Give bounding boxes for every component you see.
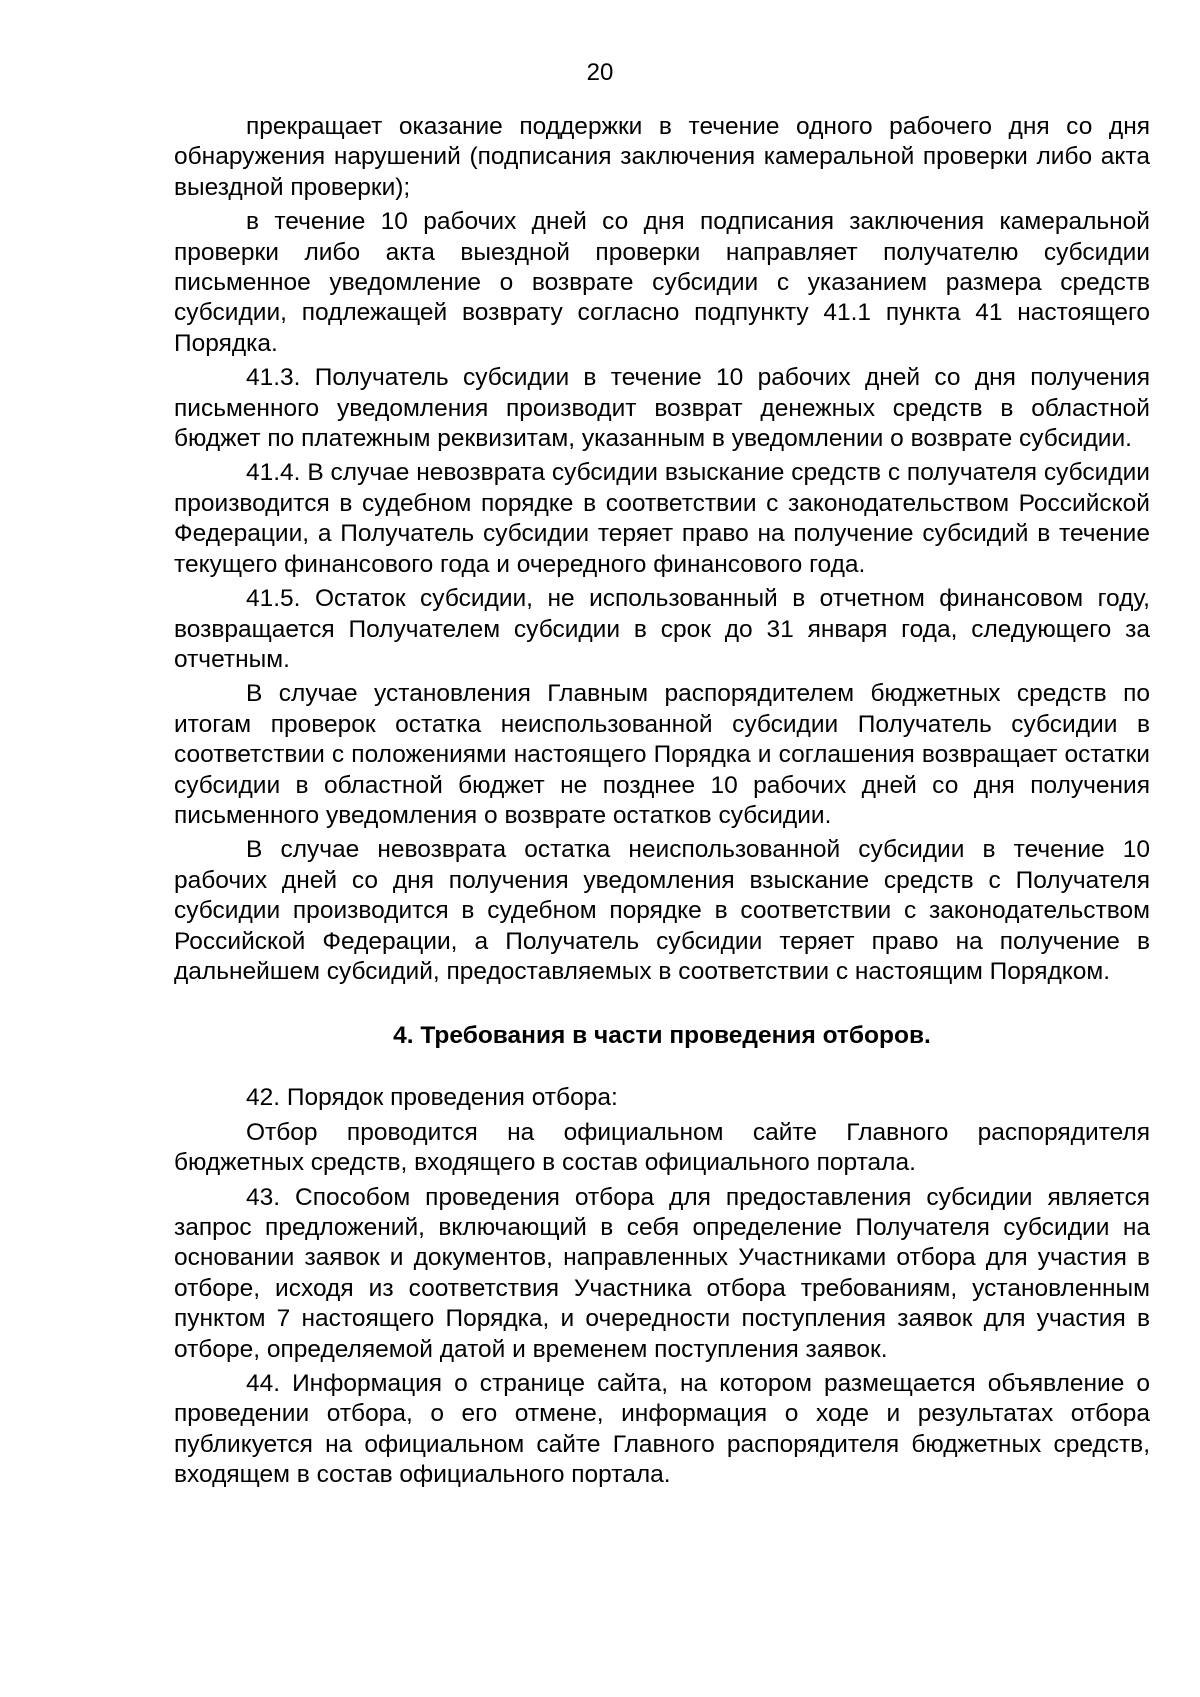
paragraph-41-5: 41.5. Остаток субсидии, не использованный в отчетном финансовом году, возвращается Получателем субсидии в срок до 31 января года, следующего за отчетным. bbox=[174, 585, 1150, 673]
paragraph-termination-of-support: прекращает оказание поддержки в течение одного рабочего дня со дня обнаружения нарушений (подписания заключения камеральной проверки либо акта выездной проверки); bbox=[174, 113, 1150, 201]
paragraph-42-selection-site: Отбор проводится на официальном сайте Главного распорядителя бюджетных средств, входящего в состав официального портала. bbox=[174, 1118, 1150, 1177]
paragraph-42: 42. Порядок проведения отбора: bbox=[246, 1084, 618, 1112]
paragraph-41-4: 41.4. В случае невозврата субсидии взыскание средств с получателя субсидии производится в судебном порядке в соответствии с законодательством Российской Федерации, а Получатель субсидии теряет право на получение субсидий в течение текущего финансового года и очередного финансового года. bbox=[174, 459, 1150, 578]
paragraph-unused-balance-return: В случае установления Главным распорядителем бюджетных средств по итогам проверок остатка неиспользованной субсидии Получатель субсидии в соответствии с положениями настоящего Порядка и соглашения возвращает остатки субсидии в областной бюджет не позднее 10 рабочих дней со дня получения письменного уведомления о возврате остатков субсидии. bbox=[174, 680, 1150, 829]
paragraph-43: 43. Способом проведения отбора для предоставления субсидии является запрос предложений, включающий в себя определение Получателя субсидии на основании заявок и документов, направленных Участниками отбора для участия в отборе, исходя из соответствия Участника отбора требованиям, установленным пунктом 7 настоящего Порядка, и очередности поступления заявок для участия в отборе, определяемой датой и временем поступления заявок. bbox=[174, 1183, 1150, 1363]
paragraph-return-notice: в течение 10 рабочих дней со дня подписания заключения камеральной проверки либо акта выездной проверки направляет получателю субсидии письменное уведомление о возврате субсидии с указанием размера средств субсидии, подлежащей возврату согласно подпункту 41.1 пункта 41 настоящего Порядка. bbox=[174, 208, 1150, 357]
paragraph-unused-balance-recovery: В случае невозврата остатка неиспользованной субсидии в течение 10 рабочих дней со дня получения уведомления взыскание средств с Получателя субсидии производится в судебном порядке в соответствии с законодательством Российской Федерации, а Получатель субсидии теряет право на получение в дальнейшем субсидий, предоставляемых в соответствии с настоящим Порядком. bbox=[174, 836, 1150, 985]
document-body bbox=[174, 112, 1150, 1495]
paragraph-41-3: 41.3. Получатель субсидии в течение 10 рабочих дней со дня получения письменного уведомления производит возврат денежных средств в областной бюджет по платежным реквизитам, указанным в уведомлении о возврате субсидии. bbox=[174, 364, 1150, 453]
page-number: 20 bbox=[586, 59, 614, 86]
section-heading: 4. Требования в части проведения отборов. bbox=[393, 1022, 931, 1050]
paragraph-44: 44. Информация о странице сайта, на котором размещается объявление о проведении отбора, о его отмене, информация о ходе и результатах отбора публикуется на официальном сайте Главного распорядителя бюджетных средств, входящем в состав официального портала. bbox=[174, 1370, 1150, 1489]
